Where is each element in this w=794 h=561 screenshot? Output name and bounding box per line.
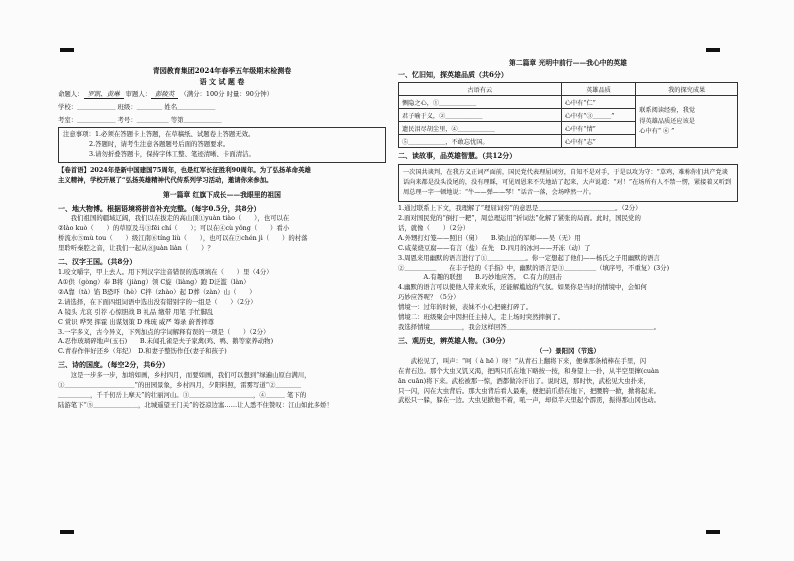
question-line: C 赏识 哗哭 挥霍 出谋划策 D 珠琉 威严 筹录 蔚普摔尊 [58, 317, 215, 326]
section-title: 一、忆旧知，探英雄品质（共6分） [398, 69, 508, 79]
question-line: 1.咬文嚼字，甲上去人。用下列汉字注音错误的选项填在（ ）里（4分） [58, 267, 273, 276]
question-line: 2.请选择，在下面四组词语中选出没有错别字的一组是（ ）（2分） [58, 297, 257, 306]
question-line: 3.周恩来用幽默的语言进行了①＿＿＿＿＿＿。你一定想起了他们——杨氏之子用幽默的语言 [398, 253, 660, 262]
section-title: 二、汉字王国。（共8分） [58, 257, 137, 267]
left-column [58, 0, 386, 561]
hero-quality-table [398, 82, 738, 148]
question-line: 1.通过联系上下文，我理解了“理屈词穷”的意思是＿＿＿＿＿＿＿＿＿＿＿＿。（2分） [398, 203, 642, 212]
chapter-title: 第二篇章 光明中前行——我心中的英雄 [509, 59, 627, 67]
chapter-title: 第一篇章 红旗下成长——我眼里的祖国 [163, 191, 281, 200]
option-line: C.咸菜烧豆腐——有言（盐）在先 D.四月的冰河——开冻（动）了 [398, 243, 591, 252]
section-title: 三、观历史，辨英雄人物。（30分） [398, 335, 510, 345]
notice-box: 注意事项：1.必须在答题卡上答题，在草稿纸、试题卷上答题无效。 2.答题时，请考生注意各题题号后面的答题要求。 3.请勿折叠答题卡，保持字体工整、笔迹清晰、卡面清洁。 [58, 127, 386, 163]
story-text: 一次国共谈判，在我方义正词严面前，国民党代表理屈词穷，自知不是对手，于是以攻为守：“草鸡，难称你们共产党谈话向来都是没头没尾的，没有理睬，可见周恩来不失地站了起来，大声说道：“对！”在场所有人不禁一愣，紧接着又听到周总理一字一顿地说：“牛——弹——琴！”话音一落，会场哗然一片。 [403, 169, 732, 197]
exam-info-row[interactable]: 考室：＿＿＿＿＿＿ 考号：＿＿＿＿＿ 等第＿＿＿＿＿＿ [58, 115, 222, 124]
table-row: ⑤＿＿＿＿＿＿，不敢忘忧国。 心中有“志” [399, 135, 738, 148]
scenario-line: 情境二：班级聚会中因担任主持人，走上场时突然摔倒了。 [398, 313, 565, 322]
question-line: 陆游笔下“⑤＿＿＿＿＿＿＿，北城遥望王门关”的苍凉边塞……让人悉不住赞叹：江山如此多娇！ [58, 400, 333, 409]
section-title: 一、地大物博。根据语境将拼音补充完整。（每字0.5分，共8分） [58, 203, 261, 213]
question-line: 里聆听秦腔之音，让我们一起从⑧juàn liàn（ ）？ [58, 244, 214, 253]
passage-line: 只一闪，闪在大虫背后。那大虫背后看人最难，便把前爪搭在地下，把腰胯一掀，掀将起来。 [398, 386, 661, 395]
question-line: ②lào kuò（ ）的草原及马③fēi chí（ ）；可以在④cù yǒng（ ）看小 [58, 224, 290, 233]
answer-line[interactable]: 我选择情境＿＿＿＿＿，我会这样回答＿＿＿＿＿＿＿＿＿＿＿＿＿＿＿＿＿＿＿＿＿＿＿。 [398, 323, 661, 332]
question-line: 2.面对国民党的“倒打一耙”，周总理运用“折词法”化解了紧张的局面。此时，国民党的 [398, 213, 641, 222]
passage-line: ān cuān)将下来。武松被那一惊，酒都做冷汗出了。说时迟，那时快，武松见大虫扑来， [398, 376, 650, 385]
question-line: 3.一字多义，古今异义，下列加点的字词解释有误的一项是（ ）（2分） [58, 327, 270, 336]
setter-row: 命题人： 罗凯、黄琳 审题人： 彭陵英 （满分：100分 时量：90分钟） [58, 89, 274, 98]
table-row: 恻隐之心，①＿＿＿＿＿＿ 心中有“仁” 联系阅读经验，我觉 得英雄品质还应该是 心中有“ ⑥ ” [399, 96, 738, 109]
question-line: A.忍作玻璃碎地声(玉石) B.未闻孔雀是夫子家禽(鸡、鸭、鹅等家养动物) [58, 337, 274, 346]
scenario-line: 情境一：过年的时候，表妹不小心把碗打碎了。 [398, 303, 533, 312]
question-line: ②＿＿＿＿＿ 在丰子恺的《手指》中，幽默的语言是③＿＿＿＿＿（填序号，不重复）(3分) [398, 263, 670, 272]
school-info-row[interactable]: 学校：＿＿＿＿＿＿ 班级：＿＿＿＿ 姓名＿＿＿＿＿＿ [58, 102, 216, 111]
story-box [398, 164, 738, 202]
passage-title: （一）景阳冈（节选） [536, 346, 600, 355]
question-line: 这是一步多一步，加培如画，乡村四月，而要如画，我们可以想到“绿遍山原白满川， [58, 371, 311, 380]
findings-cell[interactable]: 联系阅读经验，我觉 得英雄品质还应该是 心中有“ ⑥ ” [636, 96, 738, 148]
table-header-row: 古语有云 英雄品质 我的探究成果 [399, 83, 738, 96]
passage-line: 武松只一躲，躲在一边。大虫见掀他不着，吼一声，却似半天里起个霹雳，振得那山冈也动。 [398, 396, 661, 405]
option-line: A.有趣的联想 B.巧妙地应答。 C.有力的回击 [398, 273, 562, 282]
table-row: 遗民泪尽胡尘里，④＿＿＿＿＿＿ 心中有“情” [399, 122, 738, 135]
question-line: 我们祖国的疆域辽阔，我们以在拔走的高山顶①yuàn tiào（ ），也可以在 [58, 214, 290, 223]
intro-line: 【卷首语】2024年是新中国建国75周年，也是红军长征胜利90周年。为了弘扬革命英雄 [58, 166, 311, 175]
option-line: A.外甥打灯笼——照旧（舅） B.梁山泊的军师——吴（无）用 [398, 233, 581, 242]
question-line: 话，就像（ ）（2分） [398, 223, 470, 232]
exam-title: 青园教育集团2024年春季五年级期末检测卷 [152, 66, 292, 75]
question-line: ②A靠（tà）馅 B恐吓（hè）C拌（zhào）起 D葬（zàn）山（ ） [58, 287, 256, 296]
question-line: 巧妙应答呢？（5分） [398, 293, 460, 302]
passage-line: 武松见了，叫声：“呵（ à hē ）呀！”从青石上翻将下来，便拿那条梢棒在手里，闪 [398, 356, 647, 365]
question-line: 4.幽默的语言可以使他人带来欢乐，还能解尴尬的气氛。如果你是当时的情境中，会如何 [398, 283, 647, 292]
question-line: ①＿＿＿＿＿＿＿＿＿＿＿”的田园景象，乡村四月，夕阳料照，雷雾写道“②＿＿＿＿ [58, 381, 301, 390]
section-title: 二、读故事，品英雄智慧。（共12分） [398, 151, 517, 161]
intro-line: 主义精神，学校开展了“弘扬英雄精神代代传系列学习活动，邀请你来参加。 [58, 176, 273, 185]
question-line: ＿＿＿＿＿，千千仞岳上摩天”的壮丽河山。③＿＿＿＿＿＿＿＿＿＿，④＿＿＿ 笔下的 [58, 390, 307, 399]
question-line: A①供（gòng）奉 B将（jiàng）领 C旋（liàng）跑 D泛滥（làn） [58, 277, 250, 286]
passage-line: 在青石边。那个大虫又饥又渴，把两只爪在地下略按一按，和身望上一扑，从半空里撺(cuàn [398, 366, 659, 375]
question-line: C.青春作伴好还乡（年纪） D.和妻子整饬作任(妻子和孩子) [58, 347, 227, 356]
section-title: 三、诗的国度。（每空2分，共6分） [58, 360, 170, 370]
question-line: 桥流水⑤mù tou（ ）级江南⑥tíng liù（ ），也可以在⑦chén jì（ ）的村落 [58, 234, 308, 243]
question-line: A 镜头 尤哀 引荐 心惊胆战 B 礼品 缴带 用笔 手忙脚乱 [58, 307, 214, 316]
table-row: 君子喻于义，②＿＿＿＿＿＿ 心中有“③＿＿＿” [399, 109, 738, 122]
exam-subtitle: 语 文 试 题 卷 [199, 76, 245, 86]
right-column [398, 0, 738, 561]
